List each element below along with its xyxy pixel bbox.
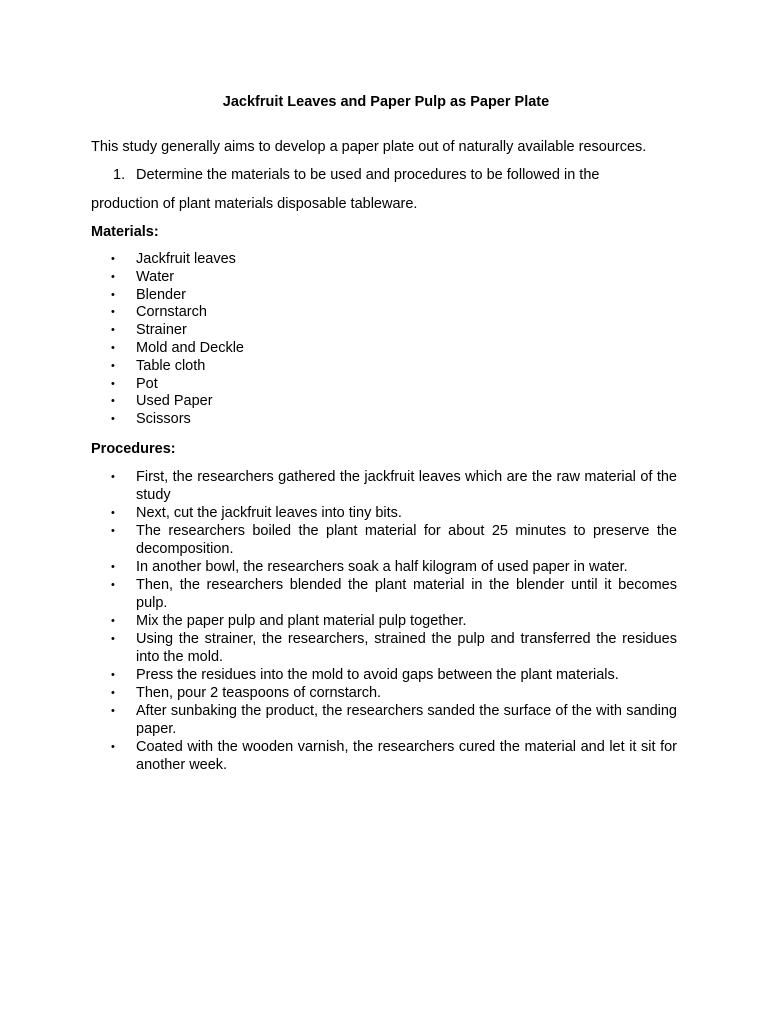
procedure-step: • Then, pour 2 teaspoons of cornstarch.: [111, 685, 382, 701]
bullet-icon: •: [111, 669, 115, 681]
bullet-icon: •: [111, 705, 115, 717]
bullet-icon: •: [111, 741, 115, 753]
bullet-icon: •: [111, 561, 115, 573]
material-item: • Water: [111, 268, 175, 285]
procedure-step: • In another bowl, the researchers soak a half kilogram of used paper in water.: [111, 559, 628, 575]
material-item: • Cornstarch: [111, 304, 207, 321]
material-item: • Blender: [111, 286, 186, 303]
material-item: • Mold and Deckle: [111, 339, 244, 356]
bullet-icon: •: [111, 288, 115, 301]
objective-text-line1: Determine the materials to be used and procedures to be followed in the: [136, 167, 600, 183]
procedure-step: • Then, the researchers blended the plant material in the blender until it becomes pulp.: [111, 577, 677, 611]
bullet-icon: •: [111, 525, 115, 537]
bullet-icon: •: [111, 377, 115, 390]
procedure-step: • First, the researchers gathered the jackfruit leaves which are the raw material of the study: [111, 469, 677, 503]
bullet-icon: •: [111, 359, 115, 372]
bullet-icon: •: [111, 395, 115, 408]
material-item: • Table cloth: [111, 357, 206, 374]
bullet-icon: •: [111, 507, 115, 519]
procedure-step: • Next, cut the jackfruit leaves into tiny bits.: [111, 505, 402, 521]
procedure-step: • Coated with the wooden varnish, the researchers cured the material and let it sit for another week.: [111, 739, 677, 773]
material-item: • Used Paper: [111, 393, 213, 410]
material-item: • Scissors: [111, 411, 191, 428]
bullet-icon: •: [111, 270, 115, 283]
procedure-step: • The researchers boiled the plant material for about 25 minutes to preserve the decomposition.: [111, 523, 677, 557]
bullet-icon: •: [111, 471, 115, 483]
bullet-icon: •: [111, 413, 115, 426]
document-title: Jackfruit Leaves and Paper Pulp as Paper Plate: [222, 94, 550, 110]
intro-paragraph: This study generally aims to develop a paper plate out of naturally available resources.: [91, 139, 647, 155]
bullet-icon: •: [111, 253, 115, 265]
procedure-step: • Press the residues into the mold to avoid gaps between the plant materials.: [111, 667, 619, 683]
procedures-list: [91, 468, 677, 774]
bullet-icon: •: [111, 615, 115, 627]
bullet-icon: •: [111, 341, 115, 354]
bullet-icon: •: [111, 324, 115, 337]
procedure-step: • Mix the paper pulp and plant material pulp together.: [111, 613, 467, 629]
materials-list: [91, 251, 691, 429]
objective-text-line2: production of plant materials disposable tableware.: [91, 196, 418, 212]
bullet-icon: •: [111, 306, 115, 319]
objective-number: 1.: [113, 167, 126, 183]
bullet-icon: •: [111, 687, 115, 699]
bullet-icon: •: [111, 633, 115, 645]
procedure-step: • After sunbaking the product, the researchers sanded the surface of the with sanding paper.: [111, 703, 677, 737]
bullet-icon: •: [111, 579, 115, 591]
material-item: • Pot: [111, 375, 158, 392]
procedure-step: • Using the strainer, the researchers, strained the pulp and transferred the residues into the mold.: [111, 631, 677, 665]
material-item: • Strainer: [111, 322, 187, 339]
procedures-heading: Procedures:: [91, 441, 176, 457]
materials-heading: Materials:: [91, 224, 159, 240]
material-item: • Jackfruit leaves: [111, 251, 236, 267]
